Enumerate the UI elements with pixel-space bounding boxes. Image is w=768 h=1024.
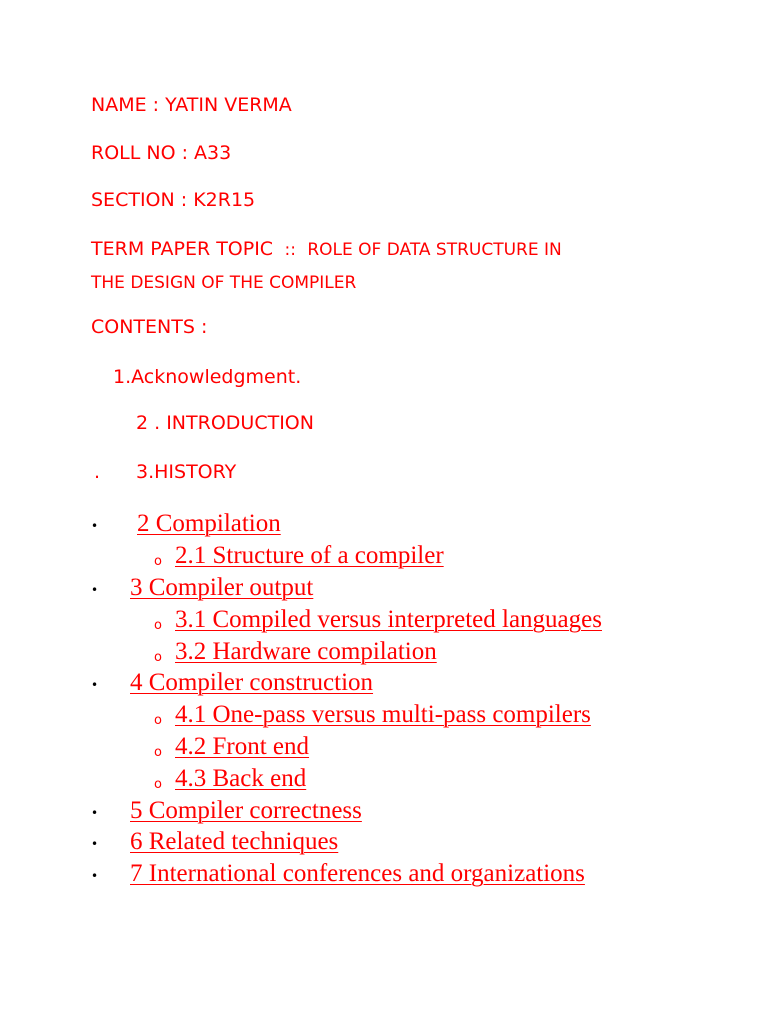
term-paper-topic [91, 238, 562, 260]
topic-label: TERM PAPER TOPIC [91, 238, 274, 260]
section-code: SECTION : K2R15 [91, 189, 256, 211]
contents-item-history: 3.HISTORY [136, 461, 237, 483]
sub-bullet-icon: o [154, 713, 162, 728]
toc-link-compiler-correctness[interactable]: 5 Compiler correctness [130, 797, 362, 824]
bullet-icon: • [91, 837, 99, 851]
bullet-icon: • [91, 519, 99, 533]
toc-link-structure-of-compiler[interactable]: 2.1 Structure of a compiler [175, 542, 444, 569]
contents-item-history-marker: . [94, 461, 101, 483]
roll-number: ROLL NO : A33 [91, 142, 232, 164]
toc-link-compiler-output[interactable]: 3 Compiler output [130, 574, 314, 601]
toc-link-compiler-construction[interactable]: 4 Compiler construction [130, 669, 374, 696]
bullet-icon: • [91, 583, 99, 597]
sub-bullet-icon: o [154, 745, 162, 760]
sub-bullet-icon: o [154, 618, 162, 633]
sub-bullet-icon: o [154, 554, 162, 569]
contents-item-acknowledgment [113, 366, 301, 388]
contents-item-introduction: 2 . INTRODUCTION [136, 412, 314, 434]
topic-title-line1: ROLE OF DATA STRUCTURE IN [307, 240, 562, 260]
toc-link-front-end[interactable]: 4.2 Front end [175, 733, 310, 760]
toc-link-one-pass-vs-multi-pass[interactable]: 4.1 One-pass versus multi-pass compilers [175, 701, 591, 728]
bullet-icon: • [91, 806, 99, 820]
toc-link-international-conferences[interactable]: 7 International conferences and organizations [130, 860, 585, 887]
toc-link-compiled-vs-interpreted[interactable]: 3.1 Compiled versus interpreted languages [175, 606, 602, 633]
topic-title-line2: THE DESIGN OF THE COMPILER [91, 273, 357, 293]
topic-separator: :: [284, 240, 296, 260]
sub-bullet-icon: o [154, 777, 162, 792]
student-name: NAME : YATIN VERMA [91, 94, 292, 116]
toc-link-back-end[interactable]: 4.3 Back end [175, 765, 307, 792]
toc-link-compilation[interactable]: 2 Compilation [137, 510, 281, 537]
toc-link-related-techniques[interactable]: 6 Related techniques [130, 828, 339, 855]
sub-bullet-icon: o [154, 650, 162, 665]
contents-heading: CONTENTS : [91, 316, 208, 338]
list-marker: 1. [113, 366, 132, 388]
toc-link-hardware-compilation[interactable]: 3.2 Hardware compilation [175, 638, 437, 665]
bullet-icon: • [91, 869, 99, 883]
list-item-text: Acknowledgment. [131, 366, 302, 388]
bullet-icon: • [91, 678, 99, 692]
